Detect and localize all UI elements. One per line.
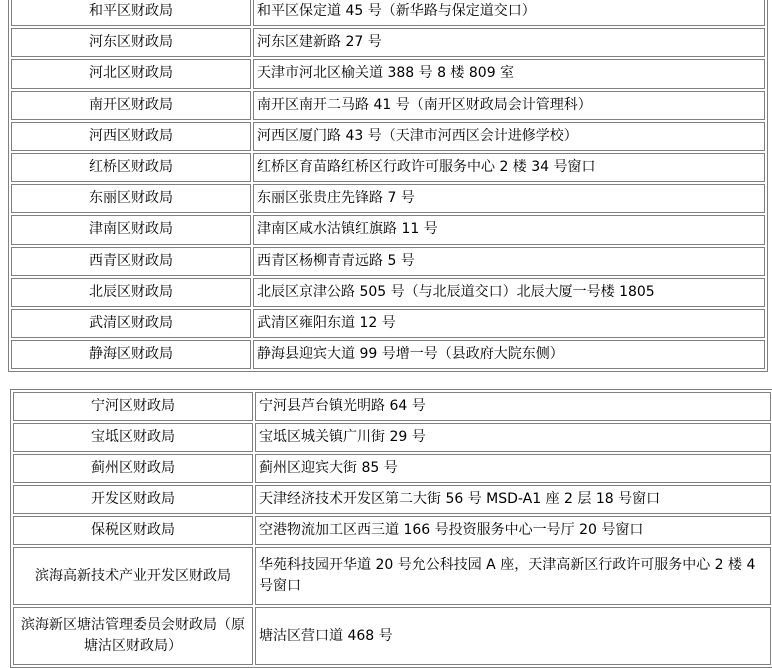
bureau-address: 宁河县芦台镇光明路 64 号 [255, 392, 771, 421]
bureau-name: 南开区财政局 [11, 91, 251, 120]
bureau-name: 宁河区财政局 [13, 392, 253, 421]
bureau-name: 和平区财政局 [11, 0, 251, 26]
bureau-name: 东丽区财政局 [11, 184, 251, 213]
bureau-name: 滨海新区塘沽管理委员会财政局（原塘沽区财政局） [13, 607, 253, 665]
table-row [13, 485, 771, 514]
bureau-address: 北辰区京津公路 505 号（与北辰道交口）北辰大厦一号楼 1805 [253, 278, 765, 307]
bureau-address: 宝坻区城关镇广川街 29 号 [255, 423, 771, 452]
table-row [13, 547, 771, 605]
bureau-name: 北辰区财政局 [11, 278, 251, 307]
table-row [11, 91, 765, 120]
bureau-name: 河西区财政局 [11, 122, 251, 151]
bureau-address: 西青区杨柳青青远路 5 号 [253, 247, 765, 276]
table-row [13, 392, 771, 421]
table-row [11, 215, 765, 244]
bureau-name: 蓟州区财政局 [13, 454, 253, 483]
bureau-address: 红桥区育苗路红桥区行政许可服务中心 2 楼 34 号窗口 [253, 153, 765, 182]
table-row [11, 184, 765, 213]
table-row [11, 28, 765, 57]
bureau-address: 空港物流加工区西三道 166 号投资服务中心一号厅 20 号窗口 [255, 516, 771, 545]
bureau-name: 河北区财政局 [11, 59, 251, 88]
table-row [11, 122, 765, 151]
bureau-name: 开发区财政局 [13, 485, 253, 514]
bureau-address: 天津经济技术开发区第二大街 56 号 MSD-A1 座 2 层 18 号窗口 [255, 485, 771, 514]
bureau-name: 滨海高新技术产业开发区财政局 [13, 547, 253, 605]
bureau-address: 静海县迎宾大道 99 号增一号（县政府大院东侧） [253, 340, 765, 369]
bureau-name: 津南区财政局 [11, 215, 251, 244]
bureau-name: 西青区财政局 [11, 247, 251, 276]
table-row [11, 340, 765, 369]
bureau-address: 和平区保定道 45 号（新华路与保定道交口） [253, 0, 765, 26]
finance-bureau-table-bottom [10, 389, 772, 668]
table-row [11, 59, 765, 88]
bureau-address: 武清区雍阳东道 12 号 [253, 309, 765, 338]
table-row [13, 454, 771, 483]
table-row [11, 0, 765, 26]
bureau-address: 河西区厦门路 43 号（天津市河西区会计进修学校） [253, 122, 765, 151]
bureau-name: 红桥区财政局 [11, 153, 251, 182]
bureau-address: 华苑科技园开华道 20 号允公科技园 A 座，天津高新区行政许可服务中心 2 楼 4 号窗口 [255, 547, 771, 605]
table-row [13, 516, 771, 545]
bureau-address: 河东区建新路 27 号 [253, 28, 765, 57]
bureau-address: 东丽区张贵庄先锋路 7 号 [253, 184, 765, 213]
finance-bureau-table-top [8, 0, 768, 372]
bureau-address: 南开区南开二马路 41 号（南开区财政局会计管理科） [253, 91, 765, 120]
table-row [11, 247, 765, 276]
bureau-address: 蓟州区迎宾大街 85 号 [255, 454, 771, 483]
bureau-name: 武清区财政局 [11, 309, 251, 338]
bureau-name: 静海区财政局 [11, 340, 251, 369]
table-row [11, 278, 765, 307]
bureau-name: 保税区财政局 [13, 516, 253, 545]
bureau-name: 宝坻区财政局 [13, 423, 253, 452]
table-row [11, 309, 765, 338]
table-row [13, 607, 771, 665]
bureau-address: 塘沽区营口道 468 号 [255, 607, 771, 665]
bureau-address: 天津市河北区榆关道 388 号 8 楼 809 室 [253, 59, 765, 88]
bureau-name: 河东区财政局 [11, 28, 251, 57]
bureau-address: 津南区咸水沽镇红旗路 11 号 [253, 215, 765, 244]
table-row [11, 153, 765, 182]
table-row [13, 423, 771, 452]
